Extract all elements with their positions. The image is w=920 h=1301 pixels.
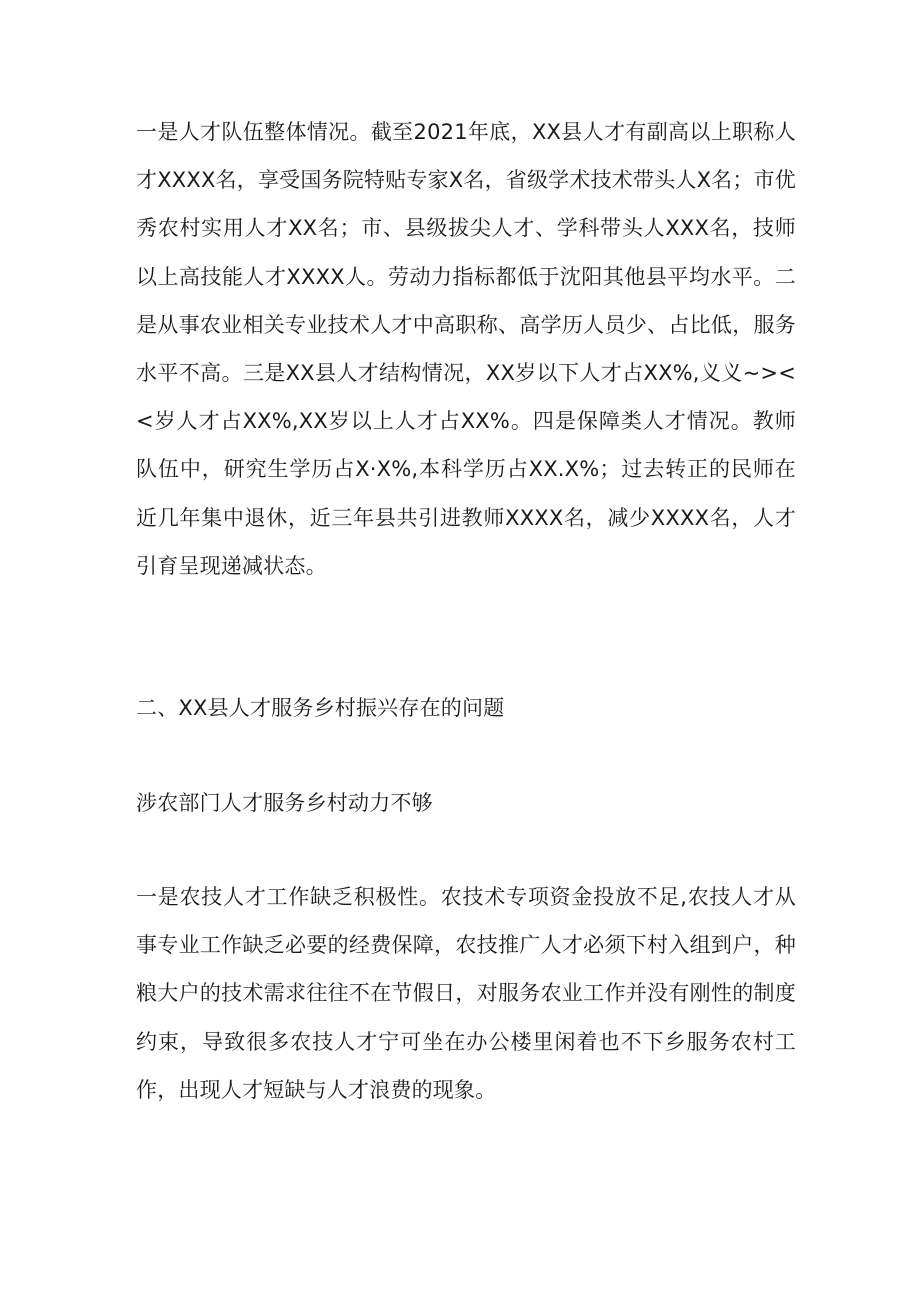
subsection-heading-agri-departments: 涉农部门人才服务乡村动力不够 xyxy=(136,791,433,815)
section-heading-problems: 二、XX县人才服务乡村振兴存在的问题 xyxy=(136,696,505,720)
paragraph-agri-tech-talent: 一是农技人才工作缺乏积极性。农技术专项资金投放不足,农技人才从事专业工作缺乏必要的经费保障，农技推广人才必须下村入组到户，种粮大户的技术需求往往不在节假日，对服务农业工作并没有刚性的制度约束，导致很多农技人才宁可坐在办公楼里闲着也不下乡服务农村工作，出现人才短缺与人才浪费的现象。 xyxy=(136,885,796,1102)
paragraph-talent-overview: 一是人才队伍整体情况。截至2021年底，XX县人才有副高以上职称人才XXXX名，享受国务院特贴专家X名，省级学术技术带头人X名；市优秀农村实用人才XX名；市、县级拔尖人才、学科带头人XXX名，技师以上高技能人才XXXX人。劳动力指标都低于沈阳其他县平均水平。二是从事农业相关专业技术人才中高职称、高学历人员少、占比低，服务水平不高。三是XX县人才结构情况，XX岁以下人才占XX%,义义~><<岁人才占XX%,XX岁以上人才占XX%。四是保障类人才情况。教师队伍中，研究生学历占X·X%,本科学历占XX.X%；过去转正的民师在近几年集中退休，近三年县共引进教师XXXX名，减少XXXX名，人才引育呈现递减状态。 xyxy=(136,120,796,578)
